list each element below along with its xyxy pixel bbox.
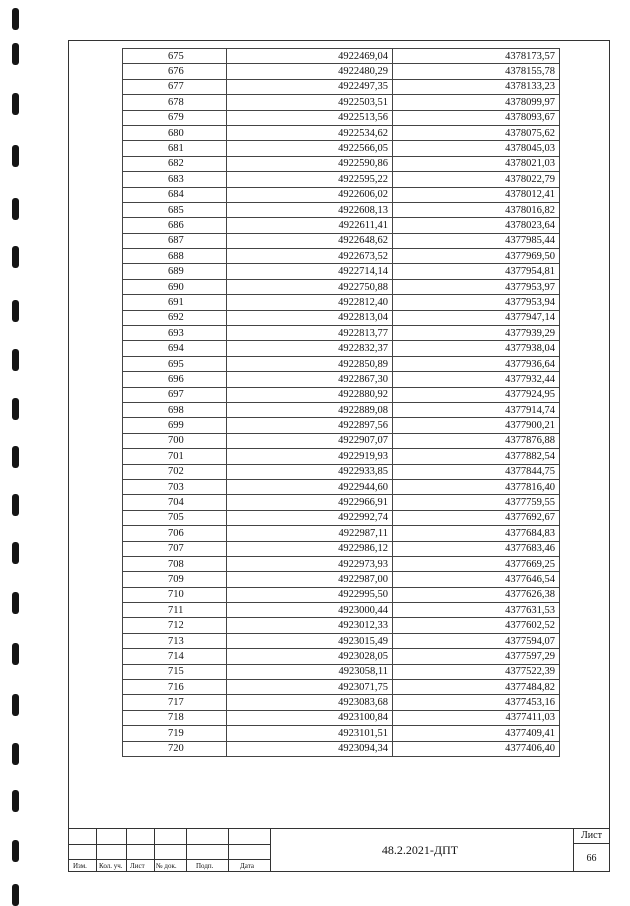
y-coordinate-cell: 4378173,57 bbox=[393, 49, 560, 64]
y-coordinate-cell: 4377646,54 bbox=[393, 572, 560, 587]
x-coordinate-cell: 4922995,50 bbox=[227, 587, 393, 602]
y-coordinate-cell: 4377844,75 bbox=[393, 464, 560, 479]
binding-hole bbox=[12, 398, 19, 420]
y-coordinate-cell: 4378155,78 bbox=[393, 64, 560, 79]
coordinates-table-body bbox=[123, 49, 560, 757]
title-block-divider bbox=[96, 829, 97, 872]
point-number-cell: 681 bbox=[123, 141, 227, 156]
x-coordinate-cell: 4922590,86 bbox=[227, 156, 393, 171]
sheet-label: Лист bbox=[581, 830, 602, 841]
point-number-cell: 679 bbox=[123, 110, 227, 125]
y-coordinate-cell: 4377939,29 bbox=[393, 326, 560, 341]
point-number-cell: 689 bbox=[123, 264, 227, 279]
point-number-cell: 719 bbox=[123, 726, 227, 741]
y-coordinate-cell: 4377969,50 bbox=[393, 249, 560, 264]
x-coordinate-cell: 4922907,07 bbox=[227, 433, 393, 448]
point-number-cell: 684 bbox=[123, 187, 227, 202]
table-row bbox=[123, 249, 560, 264]
label-signature: Подп. bbox=[196, 862, 214, 870]
point-number-cell: 680 bbox=[123, 125, 227, 140]
x-coordinate-cell: 4923083,68 bbox=[227, 695, 393, 710]
table-row bbox=[123, 433, 560, 448]
point-number-cell: 703 bbox=[123, 479, 227, 494]
table-row bbox=[123, 449, 560, 464]
y-coordinate-cell: 4377816,40 bbox=[393, 479, 560, 494]
x-coordinate-cell: 4922648,62 bbox=[227, 233, 393, 248]
x-coordinate-cell: 4922897,56 bbox=[227, 418, 393, 433]
y-coordinate-cell: 4378075,62 bbox=[393, 125, 560, 140]
y-coordinate-cell: 4378023,64 bbox=[393, 218, 560, 233]
title-block-divider bbox=[68, 859, 270, 860]
point-number-cell: 678 bbox=[123, 95, 227, 110]
point-number-cell: 686 bbox=[123, 218, 227, 233]
x-coordinate-cell: 4922534,62 bbox=[227, 125, 393, 140]
document-code: 48.2.2021-ДПТ bbox=[381, 843, 459, 857]
y-coordinate-cell: 4377626,38 bbox=[393, 587, 560, 602]
y-coordinate-cell: 4378021,03 bbox=[393, 156, 560, 171]
y-coordinate-cell: 4377522,39 bbox=[393, 664, 560, 679]
table-row bbox=[123, 295, 560, 310]
x-coordinate-cell: 4922812,40 bbox=[227, 295, 393, 310]
y-coordinate-cell: 4377692,67 bbox=[393, 510, 560, 525]
point-number-cell: 691 bbox=[123, 295, 227, 310]
binding-hole bbox=[12, 446, 19, 468]
table-row bbox=[123, 710, 560, 725]
x-coordinate-cell: 4923012,33 bbox=[227, 618, 393, 633]
table-row bbox=[123, 726, 560, 741]
title-block-divider bbox=[68, 844, 270, 845]
y-coordinate-cell: 4378045,03 bbox=[393, 141, 560, 156]
point-number-cell: 687 bbox=[123, 233, 227, 248]
table-row bbox=[123, 79, 560, 94]
x-coordinate-cell: 4922595,22 bbox=[227, 172, 393, 187]
y-coordinate-cell: 4377953,97 bbox=[393, 279, 560, 294]
table-row bbox=[123, 218, 560, 233]
y-coordinate-cell: 4377914,74 bbox=[393, 402, 560, 417]
sheet-number: 66 bbox=[586, 853, 597, 864]
x-coordinate-cell: 4923015,49 bbox=[227, 633, 393, 648]
point-number-cell: 708 bbox=[123, 556, 227, 571]
y-coordinate-cell: 4378099,97 bbox=[393, 95, 560, 110]
table-row bbox=[123, 387, 560, 402]
x-coordinate-cell: 4923094,34 bbox=[227, 741, 393, 756]
y-coordinate-cell: 4377882,54 bbox=[393, 449, 560, 464]
point-number-cell: 713 bbox=[123, 633, 227, 648]
binding-hole bbox=[12, 743, 19, 765]
binding-hole bbox=[12, 643, 19, 665]
point-number-cell: 712 bbox=[123, 618, 227, 633]
y-coordinate-cell: 4377932,44 bbox=[393, 372, 560, 387]
point-number-cell: 697 bbox=[123, 387, 227, 402]
binding-holes bbox=[0, 0, 30, 905]
point-number-cell: 716 bbox=[123, 680, 227, 695]
table-row bbox=[123, 372, 560, 387]
x-coordinate-cell: 4922832,37 bbox=[227, 341, 393, 356]
x-coordinate-cell: 4922503,51 bbox=[227, 95, 393, 110]
binding-hole bbox=[12, 145, 19, 167]
y-coordinate-cell: 4377669,25 bbox=[393, 556, 560, 571]
y-coordinate-cell: 4377684,83 bbox=[393, 526, 560, 541]
point-number-cell: 704 bbox=[123, 495, 227, 510]
x-coordinate-cell: 4922497,35 bbox=[227, 79, 393, 94]
table-row bbox=[123, 479, 560, 494]
table-row bbox=[123, 541, 560, 556]
table-row bbox=[123, 572, 560, 587]
table-row bbox=[123, 141, 560, 156]
point-number-cell: 705 bbox=[123, 510, 227, 525]
y-coordinate-cell: 4377594,07 bbox=[393, 633, 560, 648]
point-number-cell: 701 bbox=[123, 449, 227, 464]
y-coordinate-cell: 4377409,41 bbox=[393, 726, 560, 741]
point-number-cell: 685 bbox=[123, 202, 227, 217]
label-list: Лист bbox=[130, 862, 145, 870]
point-number-cell: 676 bbox=[123, 64, 227, 79]
table-row bbox=[123, 587, 560, 602]
table-row bbox=[123, 279, 560, 294]
y-coordinate-cell: 4378012,41 bbox=[393, 187, 560, 202]
binding-hole bbox=[12, 494, 19, 516]
title-block-divider bbox=[186, 829, 187, 872]
y-coordinate-cell: 4377484,82 bbox=[393, 680, 560, 695]
x-coordinate-cell: 4922480,29 bbox=[227, 64, 393, 79]
point-number-cell: 702 bbox=[123, 464, 227, 479]
x-coordinate-cell: 4922714,14 bbox=[227, 264, 393, 279]
table-row bbox=[123, 680, 560, 695]
table-row bbox=[123, 264, 560, 279]
y-coordinate-cell: 4377936,64 bbox=[393, 356, 560, 371]
table-row bbox=[123, 464, 560, 479]
point-number-cell: 714 bbox=[123, 649, 227, 664]
y-coordinate-cell: 4377602,52 bbox=[393, 618, 560, 633]
title-block-divider bbox=[154, 829, 155, 872]
binding-hole bbox=[12, 300, 19, 322]
x-coordinate-cell: 4922987,11 bbox=[227, 526, 393, 541]
y-coordinate-cell: 4377953,94 bbox=[393, 295, 560, 310]
table-row bbox=[123, 695, 560, 710]
y-coordinate-cell: 4377597,29 bbox=[393, 649, 560, 664]
y-coordinate-cell: 4378093,67 bbox=[393, 110, 560, 125]
point-number-cell: 718 bbox=[123, 710, 227, 725]
point-number-cell: 700 bbox=[123, 433, 227, 448]
binding-hole bbox=[12, 93, 19, 115]
x-coordinate-cell: 4922850,89 bbox=[227, 356, 393, 371]
x-coordinate-cell: 4922987,00 bbox=[227, 572, 393, 587]
table-row bbox=[123, 125, 560, 140]
binding-hole bbox=[12, 694, 19, 716]
title-block-divider bbox=[573, 843, 610, 844]
table-row bbox=[123, 95, 560, 110]
table-row bbox=[123, 233, 560, 248]
y-coordinate-cell: 4377876,88 bbox=[393, 433, 560, 448]
table-row bbox=[123, 49, 560, 64]
label-izm: Изм. bbox=[73, 862, 87, 870]
table-row bbox=[123, 556, 560, 571]
point-number-cell: 698 bbox=[123, 402, 227, 417]
point-number-cell: 690 bbox=[123, 279, 227, 294]
table-row bbox=[123, 510, 560, 525]
x-coordinate-cell: 4922673,52 bbox=[227, 249, 393, 264]
point-number-cell: 682 bbox=[123, 156, 227, 171]
x-coordinate-cell: 4922944,60 bbox=[227, 479, 393, 494]
binding-hole bbox=[12, 790, 19, 812]
x-coordinate-cell: 4922813,04 bbox=[227, 310, 393, 325]
table-row bbox=[123, 326, 560, 341]
x-coordinate-cell: 4922986,12 bbox=[227, 541, 393, 556]
x-coordinate-cell: 4922933,85 bbox=[227, 464, 393, 479]
x-coordinate-cell: 4922608,13 bbox=[227, 202, 393, 217]
title-block bbox=[68, 828, 610, 872]
point-number-cell: 710 bbox=[123, 587, 227, 602]
x-coordinate-cell: 4922566,05 bbox=[227, 141, 393, 156]
y-coordinate-cell: 4377985,44 bbox=[393, 233, 560, 248]
binding-hole bbox=[12, 43, 19, 65]
x-coordinate-cell: 4922889,08 bbox=[227, 402, 393, 417]
x-coordinate-cell: 4922966,91 bbox=[227, 495, 393, 510]
y-coordinate-cell: 4377947,14 bbox=[393, 310, 560, 325]
point-number-cell: 707 bbox=[123, 541, 227, 556]
table-row bbox=[123, 633, 560, 648]
y-coordinate-cell: 4377411,03 bbox=[393, 710, 560, 725]
binding-hole bbox=[12, 349, 19, 371]
y-coordinate-cell: 4377938,04 bbox=[393, 341, 560, 356]
y-coordinate-cell: 4377406,40 bbox=[393, 741, 560, 756]
point-number-cell: 720 bbox=[123, 741, 227, 756]
point-number-cell: 711 bbox=[123, 603, 227, 618]
point-number-cell: 675 bbox=[123, 49, 227, 64]
binding-hole bbox=[12, 246, 19, 268]
point-number-cell: 688 bbox=[123, 249, 227, 264]
y-coordinate-cell: 4377683,46 bbox=[393, 541, 560, 556]
y-coordinate-cell: 4378133,23 bbox=[393, 79, 560, 94]
point-number-cell: 706 bbox=[123, 526, 227, 541]
x-coordinate-cell: 4922513,56 bbox=[227, 110, 393, 125]
x-coordinate-cell: 4922611,41 bbox=[227, 218, 393, 233]
table-row bbox=[123, 64, 560, 79]
x-coordinate-cell: 4922469,04 bbox=[227, 49, 393, 64]
table-row bbox=[123, 418, 560, 433]
table-row bbox=[123, 741, 560, 756]
x-coordinate-cell: 4923000,44 bbox=[227, 603, 393, 618]
table-row bbox=[123, 618, 560, 633]
point-number-cell: 695 bbox=[123, 356, 227, 371]
x-coordinate-cell: 4923071,75 bbox=[227, 680, 393, 695]
x-coordinate-cell: 4922973,93 bbox=[227, 556, 393, 571]
table-row bbox=[123, 495, 560, 510]
x-coordinate-cell: 4923058,11 bbox=[227, 664, 393, 679]
y-coordinate-cell: 4377631,53 bbox=[393, 603, 560, 618]
binding-hole bbox=[12, 592, 19, 614]
table-row bbox=[123, 402, 560, 417]
y-coordinate-cell: 4377954,81 bbox=[393, 264, 560, 279]
table-row bbox=[123, 156, 560, 171]
coordinates-table bbox=[122, 48, 560, 757]
table-row bbox=[123, 341, 560, 356]
table-row bbox=[123, 356, 560, 371]
table-row bbox=[123, 603, 560, 618]
label-doc-number: № док. bbox=[156, 862, 177, 870]
x-coordinate-cell: 4922606,02 bbox=[227, 187, 393, 202]
label-kol-uch: Кол. уч. bbox=[99, 862, 123, 870]
table-row bbox=[123, 310, 560, 325]
x-coordinate-cell: 4922992,74 bbox=[227, 510, 393, 525]
x-coordinate-cell: 4923100,84 bbox=[227, 710, 393, 725]
y-coordinate-cell: 4377759,55 bbox=[393, 495, 560, 510]
x-coordinate-cell: 4923028,05 bbox=[227, 649, 393, 664]
table-row bbox=[123, 664, 560, 679]
point-number-cell: 709 bbox=[123, 572, 227, 587]
point-number-cell: 693 bbox=[123, 326, 227, 341]
point-number-cell: 699 bbox=[123, 418, 227, 433]
point-number-cell: 692 bbox=[123, 310, 227, 325]
y-coordinate-cell: 4377900,21 bbox=[393, 418, 560, 433]
table-row bbox=[123, 202, 560, 217]
binding-hole bbox=[12, 198, 19, 220]
point-number-cell: 677 bbox=[123, 79, 227, 94]
title-block-divider bbox=[126, 829, 127, 872]
x-coordinate-cell: 4922750,88 bbox=[227, 279, 393, 294]
binding-hole bbox=[12, 840, 19, 862]
x-coordinate-cell: 4922919,93 bbox=[227, 449, 393, 464]
label-date: Дата bbox=[240, 862, 254, 870]
title-block-divider bbox=[228, 829, 229, 872]
point-number-cell: 683 bbox=[123, 172, 227, 187]
point-number-cell: 715 bbox=[123, 664, 227, 679]
point-number-cell: 696 bbox=[123, 372, 227, 387]
y-coordinate-cell: 4377924,95 bbox=[393, 387, 560, 402]
table-row bbox=[123, 187, 560, 202]
point-number-cell: 717 bbox=[123, 695, 227, 710]
binding-hole bbox=[12, 884, 19, 906]
point-number-cell: 694 bbox=[123, 341, 227, 356]
table-row bbox=[123, 649, 560, 664]
table-row bbox=[123, 172, 560, 187]
x-coordinate-cell: 4922880,92 bbox=[227, 387, 393, 402]
y-coordinate-cell: 4378022,79 bbox=[393, 172, 560, 187]
x-coordinate-cell: 4922867,30 bbox=[227, 372, 393, 387]
binding-hole bbox=[12, 8, 19, 30]
table-row bbox=[123, 526, 560, 541]
x-coordinate-cell: 4922813,77 bbox=[227, 326, 393, 341]
x-coordinate-cell: 4923101,51 bbox=[227, 726, 393, 741]
table-row bbox=[123, 110, 560, 125]
binding-hole bbox=[12, 542, 19, 564]
y-coordinate-cell: 4377453,16 bbox=[393, 695, 560, 710]
y-coordinate-cell: 4378016,82 bbox=[393, 202, 560, 217]
